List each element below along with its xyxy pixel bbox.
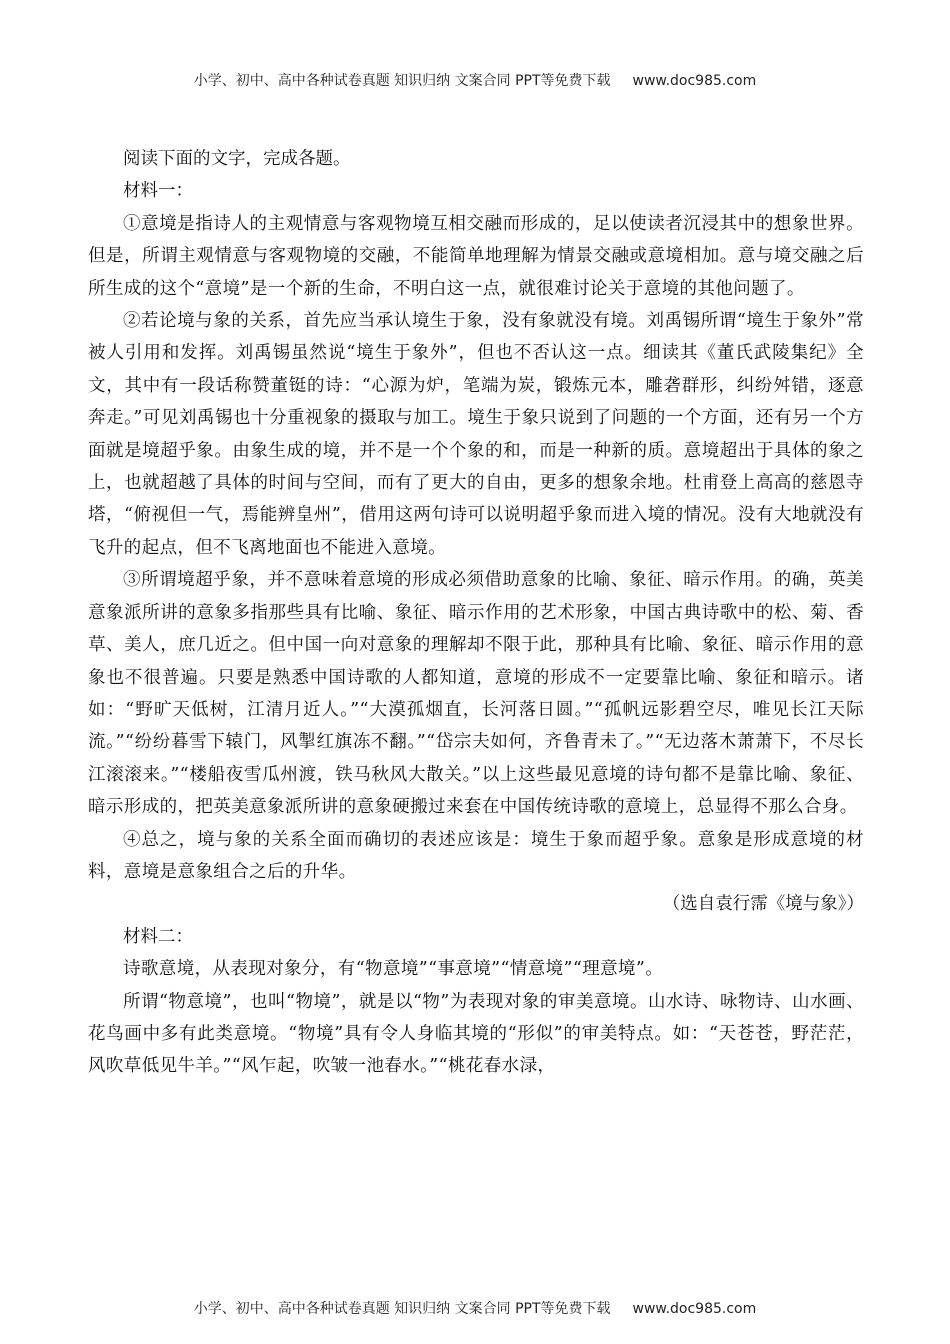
page-header bbox=[0, 70, 950, 90]
page-footer bbox=[0, 1298, 950, 1318]
material1-paragraph-4: ④总之，境与象的关系全面而确切的表述应该是：境生于象而超乎象。意象是形成意境的材料，意境是意象组合之后的升华。 bbox=[88, 829, 864, 882]
material1-label: 材料一： bbox=[123, 181, 193, 202]
document-body bbox=[88, 143, 864, 1083]
header-site-link[interactable]: www.doc985.com bbox=[632, 73, 757, 89]
material1-paragraph-2: ②若论境与象的关系，首先应当承认境生于象，没有象就没有境。刘禹锡所谓“境生于象外”常被人引用和发挥。刘禹锡虽然说“境生于象外”，但也不否认这一点。细读其《董氏武陵集纪》全文，其中有一段话称赞董铤的诗：“心源为炉，笔端为炭，锻炼元本，雕砻群形，纠纷舛错，逐意奔走。”可见刘禹锡也十分重视象的摄取与加工。境生于象只说到了问题的一个方面，还有另一个方面就是境超乎象。由象生成的境，并不是一个个象的和，而是一种新的质。意境超出于具体的象之上，也就超越了具体的时间与空间，而有了更大的自由，更多的想象余地。杜甫登上高高的慈恩寺塔，“俯视但一气，焉能辨皇州”，借用这两句诗可以说明超乎象而进入境的情况。没有大地就没有飞升的起点，但不飞离地面也不能进入意境。 bbox=[88, 311, 864, 558]
material1-paragraph-1: ①意境是指诗人的主观情意与客观物境互相交融而形成的，足以使读者沉浸其中的想象世界。但是，所谓主观情意与客观物境的交融，不能简单地理解为情景交融或意境相加。意与境交融之后所生成的这个“意境”是一个新的生命，不明白这一点，就很难讨论关于意境的其他问题了。 bbox=[88, 213, 864, 299]
material1-source: （选自袁行霈《境与象》） bbox=[662, 894, 864, 915]
footer-text: 小学、初中、高中各种试卷真题 知识归纳 文案合同 PPT等免费下载 bbox=[193, 1301, 611, 1317]
material2-paragraph-2: 所谓“物意境”，也叫“物境”，就是以“物”为表现对象的审美意境。山水诗、咏物诗、山水画、花鸟画中多有此类意境。“物境”具有令人身临其境的“形似”的审美特点。如：“天苍苍，野茫茫，风吹草低见牛羊。”“风乍起，吹皱一池春水。”“桃花春水渌， bbox=[88, 991, 864, 1077]
intro-line: 阅读下面的文字，完成各题。 bbox=[123, 149, 351, 169]
material2-label: 材料二： bbox=[123, 926, 193, 947]
header-text: 小学、初中、高中各种试卷真题 知识归纳 文案合同 PPT等免费下载 bbox=[193, 73, 611, 89]
footer-site-link[interactable]: www.doc985.com bbox=[632, 1301, 757, 1317]
material1-paragraph-3: ③所谓境超乎象，并不意味着意境的形成必须借助意象的比喻、象征、暗示作用。的确，英美意象派所讲的意象多指那些具有比喻、象征、暗示作用的艺术形象，中国古典诗歌中的松、菊、香草、美人，庶几近之。但中国一向对意象的理解却不限于此，那种具有比喻、象征、暗示作用的意象也不很普遍。只要是熟悉中国诗歌的人都知道，意境的形成不一定要靠比喻、象征和暗示。诸如：“野旷天低树，江清月近人。”“大漠孤烟直，长河落日圆。”“孤帆远影碧空尽，唯见长江天际流。”“纷纷暮雪下辕门，风掣红旗冻不翻。”“岱宗夫如何，齐鲁青未了。”“无边落木萧萧下，不尽长江滚滚来。”“楼船夜雪瓜州渡，铁马秋风大散关。”以上这些最见意境的诗句都不是靠比喻、象征、暗示形成的，把英美意象派所讲的意象硬搬过来套在中国传统诗歌的意境上，总显得不那么合身。 bbox=[88, 570, 864, 818]
material2-paragraph-1: 诗歌意境，从表现对象分，有“物意境”“事意境”“情意境”“理意境”。 bbox=[123, 959, 664, 980]
